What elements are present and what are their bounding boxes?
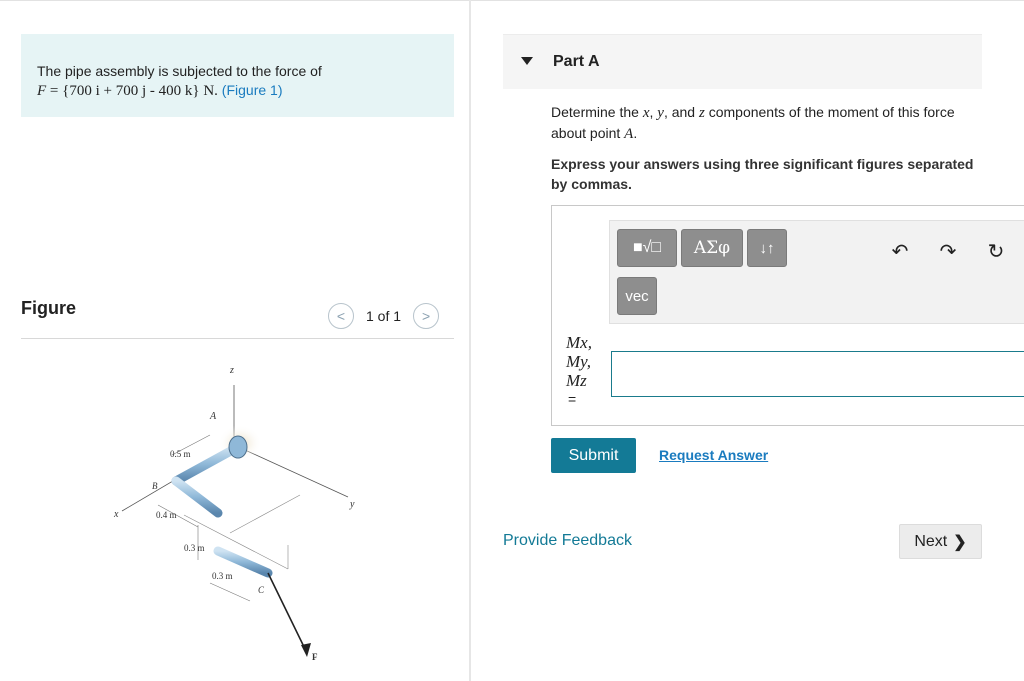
pipe-segment bbox=[218, 551, 268, 573]
label-a: A bbox=[210, 411, 217, 422]
figure-label: Figure bbox=[21, 298, 77, 318]
request-answer-link[interactable]: Request Answer bbox=[659, 447, 769, 463]
var-y: y bbox=[657, 105, 664, 121]
question-pre: Determine the bbox=[551, 104, 643, 120]
force-expression: = {700 i + 700 j - 400 k} N. bbox=[46, 83, 218, 99]
template-icon: ■√□ bbox=[632, 239, 662, 256]
flange-a bbox=[229, 436, 247, 458]
answer-variable-labels bbox=[566, 333, 592, 409]
label-dim-03a: 0.3 m bbox=[184, 543, 205, 553]
reset-icon[interactable]: ↻ bbox=[987, 240, 1005, 263]
problem-force-line bbox=[37, 81, 438, 101]
templates-button[interactable] bbox=[617, 229, 677, 267]
answer-panel bbox=[551, 205, 1024, 426]
label-c: C bbox=[258, 585, 265, 595]
question-text bbox=[551, 102, 991, 144]
chevron-left-icon: < bbox=[336, 308, 346, 324]
answer-instructions: Express your answers using three significant figures separated by commas. bbox=[551, 156, 974, 192]
label-dim-04: 0.4 m bbox=[156, 510, 177, 520]
math-toolbar bbox=[609, 220, 1024, 324]
figure-counter: 1 of 1 bbox=[366, 308, 402, 324]
label-f: F bbox=[312, 652, 318, 662]
pipe-segment bbox=[176, 481, 218, 513]
question-post: components of the moment of this force about point bbox=[551, 104, 955, 141]
ref-line-3 bbox=[230, 495, 300, 533]
force-arrow bbox=[268, 573, 307, 653]
label-dim-03b: 0.3 m bbox=[212, 571, 233, 581]
part-title: Part A bbox=[553, 53, 600, 70]
answer-input[interactable] bbox=[611, 351, 1024, 397]
equals-sign: = bbox=[568, 391, 577, 407]
label-y: y bbox=[350, 499, 355, 510]
column-divider bbox=[469, 0, 471, 681]
question-sep1: , bbox=[649, 104, 658, 120]
force-symbol: F bbox=[37, 83, 47, 99]
figure-next-button[interactable] bbox=[413, 303, 439, 329]
question-sep2: , and bbox=[663, 104, 699, 120]
greek-symbols-button[interactable]: ΑΣφ bbox=[681, 229, 743, 267]
label-b: B bbox=[152, 481, 158, 491]
label-z: z bbox=[230, 365, 234, 376]
arrows-button[interactable]: ↓↑ bbox=[747, 229, 787, 267]
force-arrowhead bbox=[301, 643, 311, 657]
pipe-assembly-figure bbox=[100, 355, 390, 675]
figure-prev-button[interactable] bbox=[328, 303, 354, 329]
question-end: . bbox=[633, 125, 638, 141]
figure-link[interactable]: (Figure 1) bbox=[221, 82, 283, 98]
label-dim-05: 0.5 m bbox=[170, 449, 191, 459]
redo-icon[interactable]: ↷ bbox=[939, 240, 957, 263]
vec-button[interactable]: vec bbox=[617, 277, 657, 315]
label-mz: Mz bbox=[566, 371, 587, 390]
label-my: My, bbox=[566, 352, 592, 371]
var-x: x bbox=[642, 105, 650, 121]
next-button[interactable] bbox=[899, 524, 982, 559]
problem-statement bbox=[21, 34, 454, 117]
provide-feedback-link[interactable]: Provide Feedback bbox=[503, 532, 632, 549]
figure-divider bbox=[21, 338, 454, 339]
top-rule bbox=[0, 0, 1024, 1]
label-mx: Mx, bbox=[566, 333, 592, 352]
point-a: A bbox=[624, 126, 634, 142]
figure-navigation bbox=[328, 303, 439, 329]
problem-intro: The pipe assembly is subjected to the force of bbox=[37, 63, 322, 79]
var-z: z bbox=[698, 105, 705, 121]
undo-icon[interactable]: ↶ bbox=[891, 240, 909, 263]
submit-button[interactable]: Submit bbox=[551, 438, 636, 473]
next-label: Next bbox=[914, 532, 948, 550]
dim-line bbox=[210, 583, 250, 601]
collapse-caret-icon bbox=[521, 57, 533, 65]
chevron-right-icon: ❯ bbox=[953, 533, 967, 551]
chevron-right-icon: > bbox=[421, 308, 431, 324]
part-a-header[interactable] bbox=[503, 34, 982, 89]
label-x: x bbox=[114, 509, 119, 520]
